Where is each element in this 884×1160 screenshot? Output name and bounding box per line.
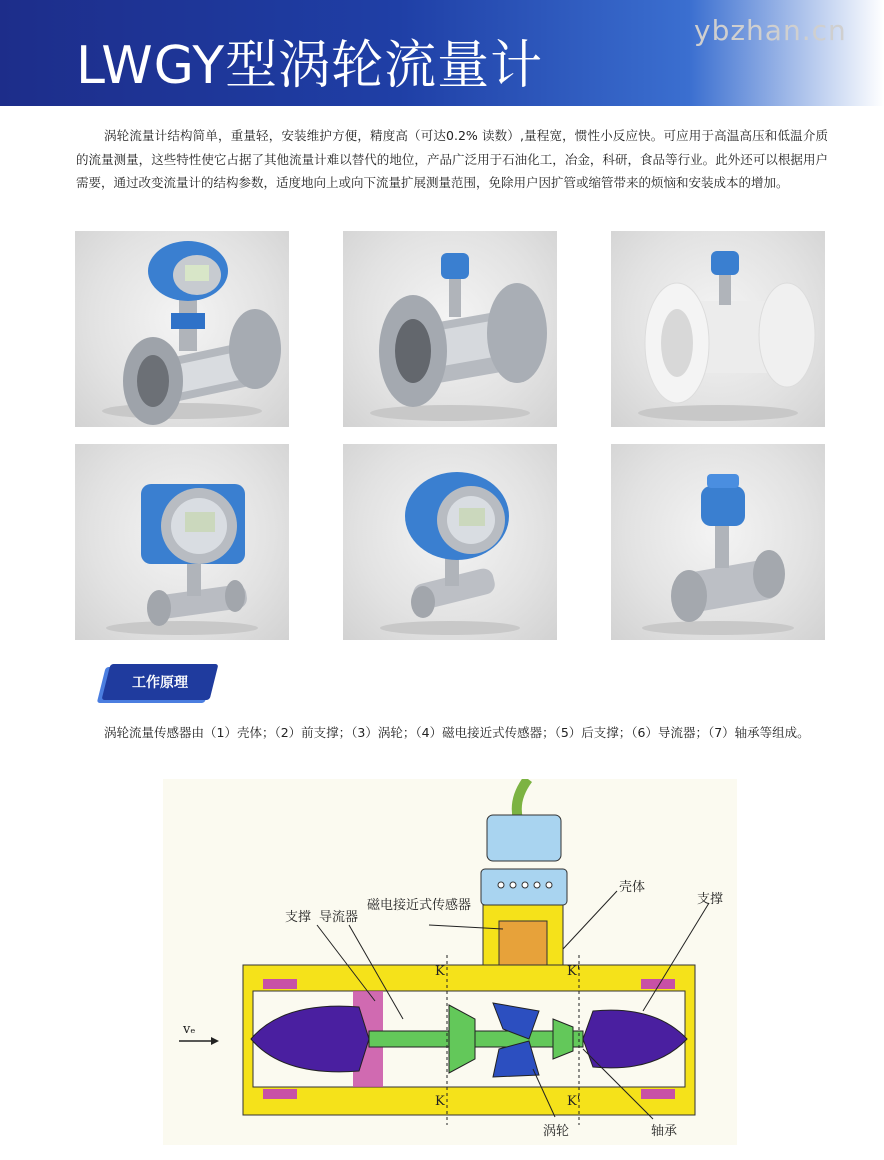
label-support-left: 支撑 (285, 910, 312, 925)
label-diverter: 导流器 (319, 910, 359, 925)
label-k-top-left: K (435, 964, 445, 979)
label-bearing: 轴承 (651, 1124, 678, 1139)
product-photo-clamp-display (75, 444, 289, 640)
label-shell: 壳体 (619, 880, 646, 895)
product-photo-threaded-display (343, 444, 557, 640)
label-k-bottom-right: K' (567, 1094, 581, 1109)
label-k-bottom-left: K (435, 1094, 445, 1109)
label-sensor: 磁电接近式传感器 (367, 898, 472, 913)
turbine-flowmeter-diagram (163, 779, 737, 1145)
label-turbine: 涡轮 (543, 1124, 570, 1139)
label-k-top-right: K' (567, 964, 581, 979)
watermark: ybzhan.cn (694, 14, 847, 47)
product-photo-ptfe-flanged (611, 231, 825, 427)
page-title: LWGY型涡轮流量计 (76, 36, 544, 96)
principle-paragraph: 涡轮流量传感器由（1）壳体；（2）前支撑；（3）涡轮；（4）磁电接近式传感器；（5）后支撑；（6）导流器；（7）轴承等组成。 (104, 725, 810, 740)
product-photo-flanged-pulse (343, 231, 557, 427)
product-photo-clamp-pulse (611, 444, 825, 640)
product-photo-flanged-display (75, 231, 289, 427)
section-tag-label: 工作原理 (132, 675, 188, 691)
intro-paragraph: 涡轮流量计结构简单，重量轻，安装维护方便，精度高（可达0.2% 读数）,量程宽，惯性小反应快。可应用于高温高压和低温介质的流量测量，这些特性使它占据了其他流量计难以替代的地位，产品广泛用于石油化工，冶金，科研，食品等行业。此外还可以根据用户需要，通过改变流量计的结构参数，适度地向上或向下流量扩展测量范围，免除用户因扩管或缩管带来的烦恼和安装成本的增加。 (76, 128, 828, 190)
label-flow: vₑ (183, 1022, 196, 1037)
label-support-right: 支撑 (697, 892, 724, 907)
cable (517, 779, 528, 819)
section-tag-working-principle (106, 664, 214, 700)
